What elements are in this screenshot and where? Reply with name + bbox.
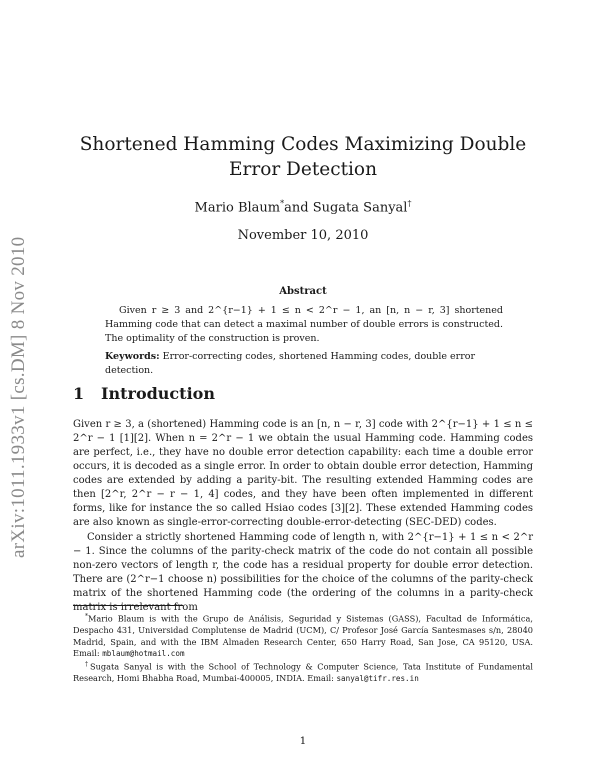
footnote-text: Sugata Sanyal is with the School of Technology & Computer Science, Tata Institute of Fundamental Research, Homi Bhabha Road, Mumbai-400005, INDIA. Email:: [73, 661, 534, 684]
body-paragraph: Given r ≥ 3, a (shortened) Hamming code is an [n, n − r, 3] code with 2^{r−1} + 1 ≤ n ≤ 2^r − 1 [1][2]. When n = 2^r − 1 we obtain the usual Hamming code. Hamming codes are perfect, i.e., they have no double error detection capability: each time a double error occurs, it is decoded as a single error. In order to obtain double error detection, Hamming codes are extended by adding a parity-bit. The resulting extended Hamming codes are then [2^r, 2^r − r − 1, 4] codes, and they have been often implemented in different forms, like for instance the so called Hsiao codes [3][2]. These extended Hamming codes are also known as single-error-correcting double-error-detecting (SEC-DED) codes.: [73, 419, 533, 528]
footnote-mark: †: [85, 661, 91, 668]
section-title: Introduction: [101, 384, 215, 403]
keywords-text: Error-correcting codes, shortened Hamming codes, double error detection.: [105, 351, 476, 376]
footnote-mark: *: [280, 199, 285, 208]
email-link[interactable]: mblaum@hotmail.com: [102, 649, 185, 659]
footnote: [73, 659, 533, 685]
author-conjunction: and: [284, 200, 309, 216]
arxiv-identifier-text: arXiv:1011.1933v1 [cs.DM] 8 Nov 2010: [8, 236, 29, 558]
keywords-line: [105, 350, 503, 378]
abstract-heading: Abstract: [279, 286, 327, 297]
page-number: 1: [299, 735, 307, 747]
body-paragraph: Consider a strictly shortened Hamming code of length n, with 2^{r−1} + 1 ≤ n < 2^r − 1. Since the columns of the parity-check matrix of the code do not contain all possible non-zero vectors of length r, the code has a residual property for double error detection. There are (2^r−1 choose n) possibilities for the choice of the columns of the parity-check matrix of the shortened Hamming code (the ordering of the columns in a parity-check matrix is irrelevant from: [73, 532, 533, 613]
footnote-divider: [73, 605, 183, 606]
paper-title: Shortened Hamming Codes Maximizing Double Error Detection: [79, 134, 527, 180]
author-name: Mario Blaum: [194, 200, 281, 216]
footnote-mark: *: [85, 613, 88, 620]
section-number: 1: [73, 384, 85, 403]
arxiv-identifier: [7, 158, 31, 558]
footnote-text: Mario Blaum is with the Grupo de Análisis, Seguridad y Sistemas (GASS), Facultad de Informática, Despacho 431, Universidad Complutense de Madrid (UCM), C/ Profesor José García Santesmases s/n, 28040 Madrid, Spain, and with the IBM Almaden Research Center, 650 Harry Road, San Jose, CA 95120, USA. Email:: [73, 613, 533, 659]
paper-date: November 10, 2010: [237, 228, 369, 243]
footnote: [73, 611, 533, 660]
section-heading: [73, 384, 533, 403]
email-link[interactable]: sanyal@tifr.res.in: [336, 674, 419, 684]
author-line: [73, 199, 533, 215]
abstract-body: Given r ≥ 3 and 2^{r−1} + 1 ≤ n < 2^r − 1, an [n, n − r, 3] shortened Hamming code that can detect a maximal number of double errors is constructed. The optimality of the construction is proven.: [105, 305, 503, 344]
footnote-mark: †: [407, 199, 412, 208]
keywords-label: Keywords:: [105, 351, 160, 362]
author-name: Sugata Sanyal: [312, 200, 408, 216]
